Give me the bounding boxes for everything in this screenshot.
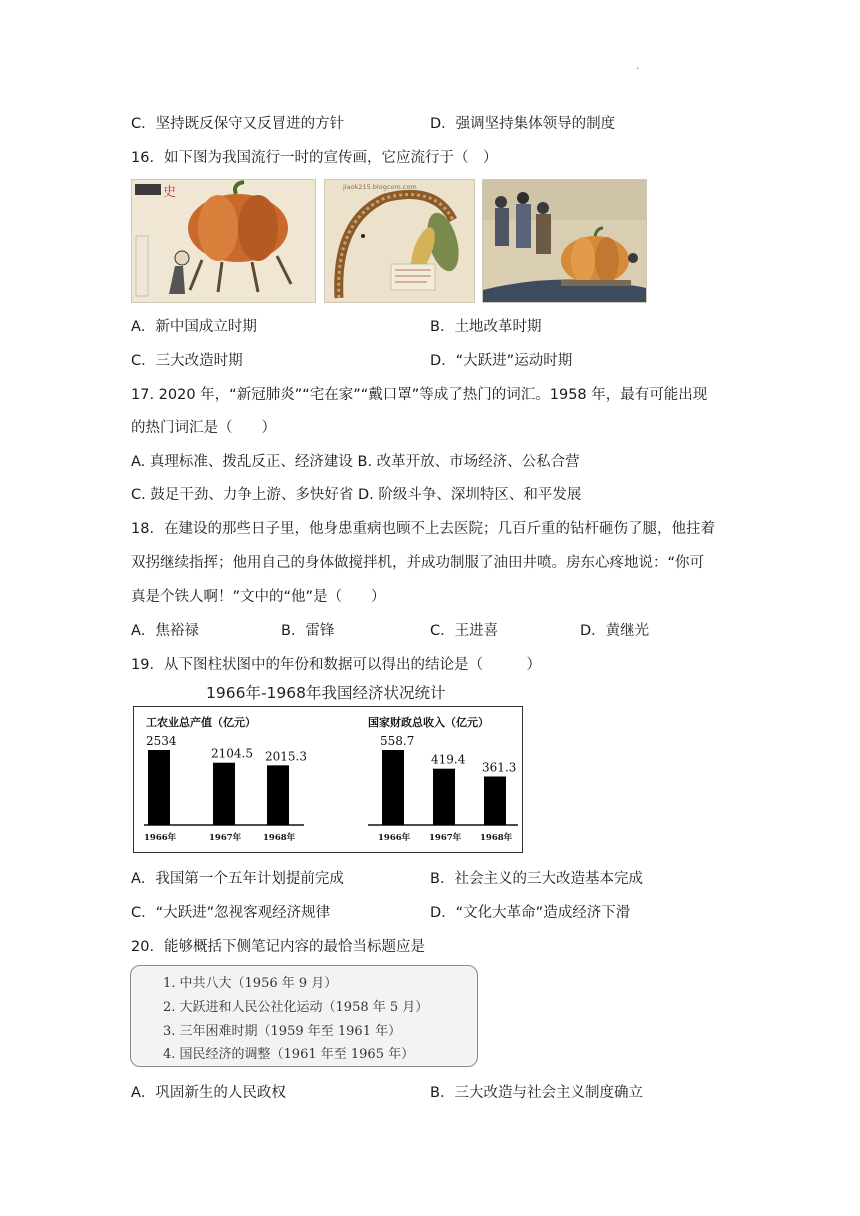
q18-stem-line3: 真是个铁人啊！”文中的“他”是（ ）	[131, 589, 386, 605]
q18-option-d: D．黄继光	[580, 623, 650, 639]
chart-value-label: 558.7	[380, 734, 415, 748]
poster2-watermark: jiaok215.blogcom.com	[343, 183, 417, 191]
q18-option-c: C．王进喜	[430, 623, 499, 639]
history-note-box	[130, 965, 478, 1067]
note-line-3: 3. 三年困难时期（1959 年至 1961 年）	[163, 1024, 402, 1039]
chart-tick-label: 1966年	[378, 833, 411, 843]
q16-option-b: B．土地改革时期	[430, 319, 542, 335]
poster1-tag: 史	[163, 185, 177, 200]
q20-stem: 20．能够概括下侧笔记内容的最恰当标题应是	[131, 939, 425, 955]
chart-bar	[433, 769, 455, 825]
q17-stem-line2: 的热门词汇是（ ）	[131, 420, 276, 436]
chart-tick-label: 1967年	[429, 833, 462, 843]
q16-stem: 16．如下图为我国流行一时的宣传画，它应流行于（ ）	[131, 150, 498, 166]
chart-tick-label: 1968年	[480, 833, 513, 843]
q17-options-ab: A. 真理标准、拨乱反正、经济建设 B. 改革开放、市场经济、公私合营	[131, 454, 580, 470]
chart-bar	[267, 765, 289, 825]
propaganda-poster-3	[482, 179, 647, 303]
chart-panel-label: 工农业总产值（亿元）	[146, 716, 256, 729]
chart-bar	[484, 776, 506, 825]
q18-stem-line2: 双拐继续指挥；他用自己的身体做搅拌机，并成功制服了油田井喷。房东心疼地说：“你可	[131, 555, 705, 571]
q20-option-a: A．巩固新生的人民政权	[131, 1085, 286, 1101]
q16-option-d: D．“大跃进”运动时期	[430, 353, 573, 369]
chart-bar	[148, 750, 170, 825]
q15-option-d: D．强调坚持集体领导的制度	[430, 116, 616, 132]
chart-panel-label: 国家财政总收入（亿元）	[368, 716, 489, 729]
chart-bar	[213, 763, 235, 825]
q17-options-cd: C. 鼓足干劲、力争上游、多快好省 D. 阶级斗争、深圳特区、和平发展	[131, 487, 582, 503]
q16-option-c: C．三大改造时期	[131, 353, 243, 369]
q19-option-c: C．“大跃进”忽视客观经济规律	[131, 905, 331, 921]
q16-option-a: A．新中国成立时期	[131, 319, 257, 335]
chart-value-label: 361.3	[482, 760, 517, 775]
q20-option-b: B．三大改造与社会主义制度确立	[430, 1085, 643, 1101]
chart-tick-label: 1967年	[209, 833, 242, 843]
note-line-1: 1. 中共八大（1956 年 9 月）	[163, 976, 338, 991]
chart-tick-label: 1966年	[144, 833, 177, 843]
q19-stem: 19．从下图柱状图中的年份和数据可以得出的结论是（ ）	[131, 657, 541, 673]
q18-option-b: B．雷锋	[281, 623, 335, 639]
q19-option-d: D．“文化大革命”造成经济下滑	[430, 905, 631, 921]
q18-option-a: A．焦裕禄	[131, 623, 199, 639]
chart-value-label: 2534	[146, 734, 177, 748]
chart-value-label: 2104.5	[211, 746, 253, 761]
note-line-4: 4. 国民经济的调整（1961 年至 1965 年）	[163, 1047, 415, 1062]
chart-tick-label: 1968年	[263, 833, 296, 843]
note-line-2: 2. 大跃进和人民公社化运动（1958 年 5 月）	[163, 1000, 429, 1015]
chart-title: 1966年-1968年我国经济状况统计	[206, 684, 446, 702]
chart-value-label: 419.4	[431, 752, 466, 767]
q19-option-a: A．我国第一个五年计划提前完成	[131, 871, 344, 887]
propaganda-poster-1	[131, 179, 316, 303]
propaganda-poster-2	[324, 179, 475, 303]
q18-stem-line1: 18．在建设的那些日子里，他身患重病也顾不上去医院；几百斤重的钻杆砸伤了腿，他拄着	[131, 521, 715, 537]
q17-stem-line1: 17. 2020 年，“新冠肺炎”“宅在家”“戴口罩”等成了热门的词汇。1958 年，最有可能出现	[131, 387, 708, 403]
q19-option-b: B．社会主义的三大改造基本完成	[430, 871, 643, 887]
q15-option-c: C．坚持既反保守又反冒进的方针	[131, 116, 345, 132]
chart-value-label: 2015.3	[265, 749, 307, 764]
chart-bar	[382, 750, 404, 825]
page-marker: ·	[636, 64, 640, 75]
economy-bar-chart	[133, 706, 523, 853]
